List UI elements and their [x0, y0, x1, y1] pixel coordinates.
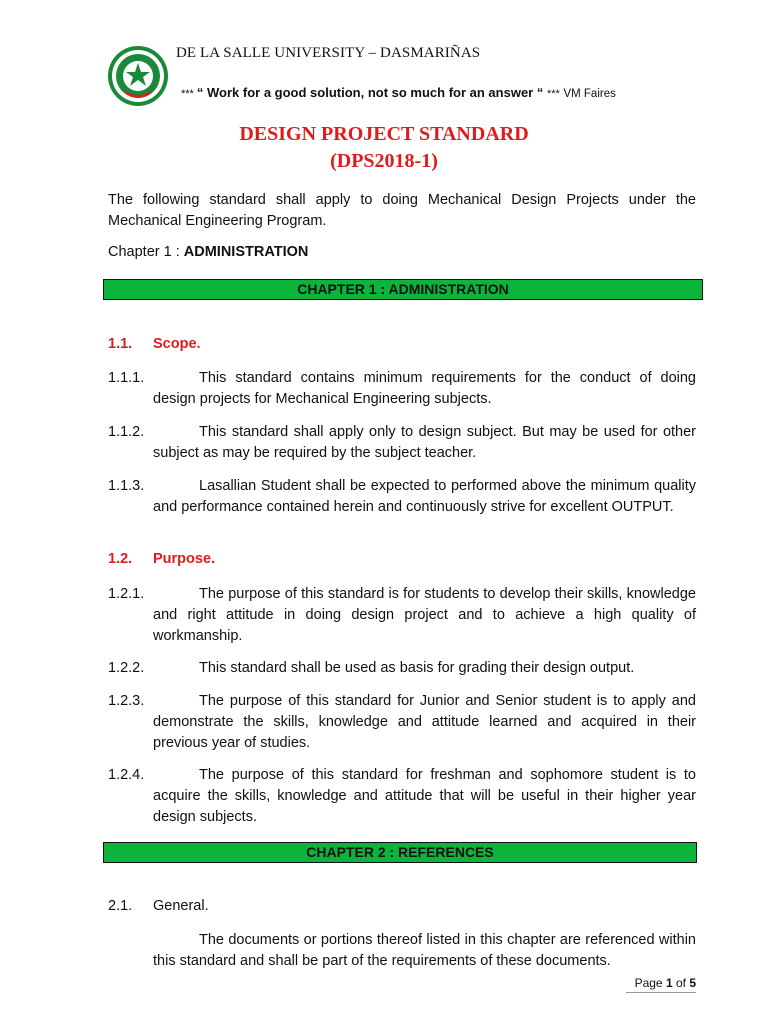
item-number: 1.1.2.: [108, 424, 145, 440]
list-item: [108, 368, 696, 410]
item-number: 1.1.3.: [108, 478, 145, 494]
list-item: [108, 584, 696, 646]
item-text: The purpose of this standard for freshman and sophomore student is to acquire the skills, knowledge and attitude that will be useful in their higher year design subjects.: [153, 767, 696, 825]
document-title: DESIGN PROJECT STANDARD: [239, 123, 529, 145]
chapter-2-bar: CHAPTER 2 : REFERENCES: [103, 842, 697, 863]
list-item: [108, 691, 696, 753]
page-label: Page: [634, 976, 666, 990]
footer-rule: [626, 992, 696, 993]
references-paragraph: [153, 930, 696, 972]
university-name: DE LA SALLE UNIVERSITY – DASMARIÑAS: [176, 45, 481, 61]
section-title: General.: [153, 898, 209, 914]
references-text: The documents or portions thereof listed in this chapter are referenced within this standard and shall be part of the requirements of these documents.: [153, 932, 696, 969]
item-number: 1.2.2.: [108, 660, 145, 676]
list-item: [108, 658, 696, 679]
section-number: 1.1.: [108, 336, 133, 352]
list-item: [108, 422, 696, 464]
item-text: The purpose of this standard for Junior and Senior student is to apply and demonstrate the skills, knowledge and attitude learned and acquired in their previous year of studies.: [153, 693, 696, 751]
chapter-label: Chapter 1 :: [108, 244, 184, 260]
header-quote: [181, 85, 616, 100]
university-seal-logo: [106, 44, 170, 108]
list-item: [108, 476, 696, 518]
section-number: 1.2.: [108, 551, 133, 567]
section-number: 2.1.: [108, 898, 133, 914]
quote-author: VM Faires: [563, 88, 616, 100]
item-text: This standard shall apply only to design subject. But may be used for other subject as may be required by the subject teacher.: [153, 424, 696, 461]
chapter-name: ADMINISTRATION: [183, 244, 309, 260]
total-pages: 5: [689, 976, 696, 990]
item-number: 1.1.1.: [108, 370, 145, 386]
section-title: Scope.: [153, 336, 201, 352]
quote-stars-left: ***: [181, 88, 197, 100]
item-text: This standard shall be used as basis for grading their design output.: [199, 660, 635, 676]
section-2-1-heading: [108, 898, 209, 914]
item-number: 1.2.1.: [108, 586, 145, 602]
document-code: (DPS2018-1): [330, 150, 438, 172]
item-text: The purpose of this standard is for students to develop their skills, knowledge and right attitude in doing design project and to achieve a high quality of workmanship.: [153, 586, 696, 644]
section-title: Purpose.: [153, 551, 216, 567]
intro-paragraph: The following standard shall apply to doing Mechanical Design Projects under the Mechanical Engineering Program.: [108, 192, 696, 229]
section-1-1-heading: [108, 336, 201, 352]
quote-text: “ Work for a good solution, not so much for an answer “: [196, 85, 544, 100]
page-of-label: of: [672, 976, 690, 990]
item-text: This standard contains minimum requirements for the conduct of doing design projects for Mechanical Engineering subjects.: [153, 370, 696, 407]
list-item: [108, 765, 696, 827]
item-number: 1.2.4.: [108, 767, 145, 783]
section-1-2-heading: [108, 551, 215, 567]
quote-stars-right: ***: [546, 88, 560, 100]
page-number: [635, 976, 696, 990]
item-number: 1.2.3.: [108, 693, 145, 709]
item-text: Lasallian Student shall be expected to performed above the minimum quality and performance contained herein and continuously strive for excellent OUTPUT.: [153, 478, 696, 515]
chapter-1-bar: CHAPTER 1 : ADMINISTRATION: [103, 279, 703, 300]
current-page: 1: [665, 976, 673, 990]
chapter-heading: [108, 244, 308, 260]
